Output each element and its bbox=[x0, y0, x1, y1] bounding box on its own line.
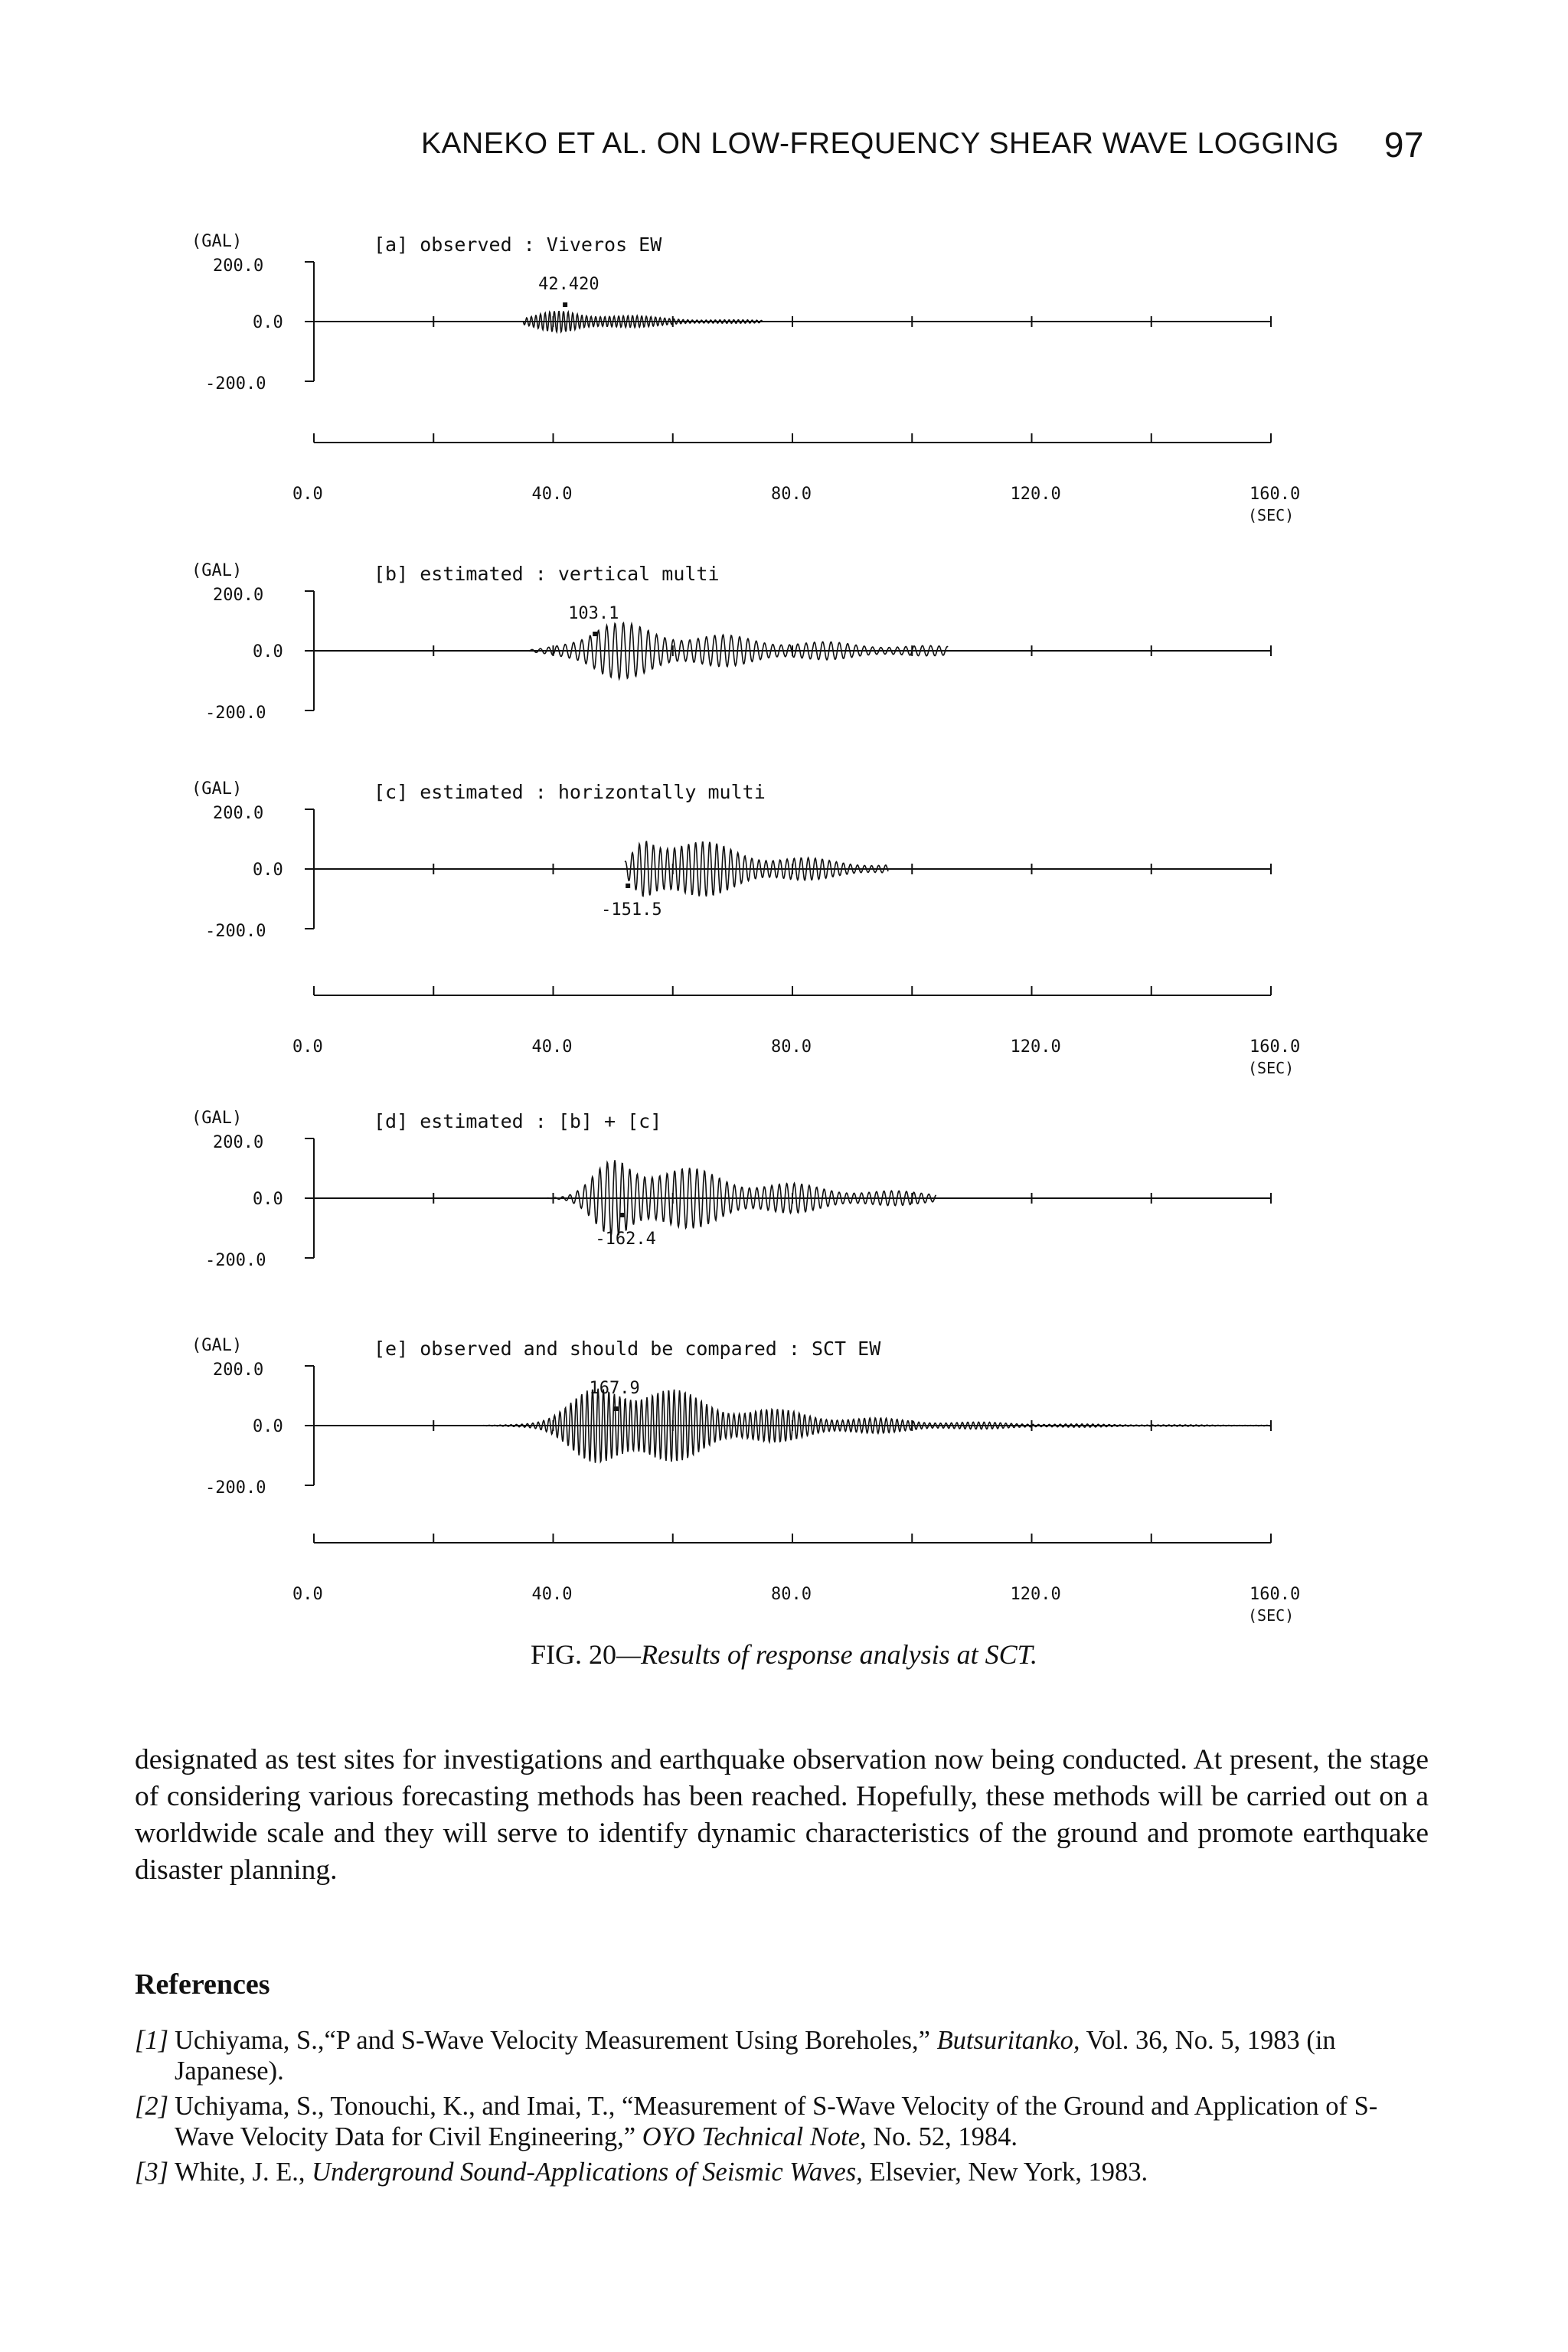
peak-value-label: -162.4 bbox=[595, 1230, 656, 1249]
y-tick-label: 200.0 bbox=[213, 586, 264, 605]
y-tick-label: -200.0 bbox=[205, 1251, 266, 1270]
time-tick-label: 160.0 bbox=[1250, 485, 1301, 504]
time-unit-label: (SEC) bbox=[1248, 1059, 1295, 1077]
peak-value-label: 167.9 bbox=[589, 1379, 640, 1398]
panel-title: [c] estimated : horizontally multi bbox=[374, 781, 766, 803]
panel-title: [b] estimated : vertical multi bbox=[374, 563, 720, 585]
time-unit-label: (SEC) bbox=[1248, 506, 1295, 524]
reference-item bbox=[135, 2091, 1436, 2152]
figure-caption bbox=[0, 1638, 1568, 1671]
reference-number: [2] bbox=[135, 2092, 169, 2121]
reference-details: No. 52, 1984. bbox=[873, 2122, 1018, 2151]
time-tick-label: 0.0 bbox=[292, 1585, 323, 1604]
reference-source: OYO Technical Note, bbox=[642, 2122, 867, 2151]
time-tick-label: 80.0 bbox=[771, 1037, 812, 1057]
figure-label: FIG. 20 bbox=[530, 1639, 616, 1670]
peak-value-label: 103.1 bbox=[568, 604, 619, 623]
running-title: KANEKO ET AL. ON LOW-FREQUENCY SHEAR WAVE LOGGING bbox=[421, 127, 1340, 160]
y-tick-label: 200.0 bbox=[213, 1133, 264, 1152]
reference-item bbox=[135, 2157, 1436, 2187]
time-tick-label: 0.0 bbox=[292, 1037, 323, 1057]
reference-list bbox=[135, 2025, 1436, 2192]
y-tick-label: -200.0 bbox=[205, 374, 266, 394]
y-tick-label: 0.0 bbox=[253, 1417, 283, 1436]
panel-title: [d] estimated : [b] + [c] bbox=[374, 1110, 662, 1132]
panel-title: [a] observed : Viveros EW bbox=[374, 234, 662, 256]
peak-value-label: 42.420 bbox=[538, 275, 599, 294]
reference-authors: Uchiyama, S., bbox=[175, 2026, 325, 2055]
reference-item bbox=[135, 2025, 1436, 2086]
time-tick-label: 120.0 bbox=[1010, 485, 1061, 504]
reference-number: [3] bbox=[135, 2158, 169, 2187]
y-unit-label: (GAL) bbox=[191, 561, 243, 580]
time-tick-label: 0.0 bbox=[292, 485, 323, 504]
time-tick-label: 160.0 bbox=[1250, 1037, 1301, 1057]
y-tick-label: 0.0 bbox=[253, 861, 283, 880]
peak-value-label: -151.5 bbox=[601, 900, 662, 920]
figure-caption-text: —Results of response analysis at SCT. bbox=[616, 1639, 1038, 1670]
y-unit-label: (GAL) bbox=[191, 232, 243, 251]
reference-details: Elsevier, New York, 1983. bbox=[869, 2158, 1148, 2187]
y-tick-label: 0.0 bbox=[253, 1190, 283, 1209]
y-unit-label: (GAL) bbox=[191, 1109, 243, 1128]
peak-marker bbox=[626, 884, 630, 888]
waveform-trace bbox=[529, 1160, 936, 1236]
reference-title: “P and S-Wave Velocity Measurement Using Boreholes,” bbox=[324, 2026, 930, 2055]
time-tick-label: 160.0 bbox=[1250, 1585, 1301, 1604]
time-unit-label: (SEC) bbox=[1248, 1606, 1295, 1625]
y-tick-label: 0.0 bbox=[253, 313, 283, 332]
time-tick-label: 120.0 bbox=[1010, 1037, 1061, 1057]
y-tick-label: -200.0 bbox=[205, 704, 266, 723]
y-tick-label: 200.0 bbox=[213, 1361, 264, 1380]
page-number: 97 bbox=[1383, 125, 1424, 165]
time-tick-label: 40.0 bbox=[531, 485, 573, 504]
reference-number: [1] bbox=[135, 2026, 169, 2055]
time-tick-label: 80.0 bbox=[771, 1585, 812, 1604]
time-tick-label: 40.0 bbox=[531, 1585, 573, 1604]
y-tick-label: -200.0 bbox=[205, 1478, 266, 1498]
y-tick-label: 0.0 bbox=[253, 642, 283, 662]
reference-authors: White, J. E., bbox=[175, 2158, 305, 2187]
reference-authors: Uchiyama, S., Tonouchi, K., and Imai, T., bbox=[175, 2092, 616, 2121]
body-paragraph: designated as test sites for investigations and earthquake observation now being conducted. At present, the stage of considering various forecasting methods has been reached. Hopefully, these methods will be carried out on a worldwide scale and they will serve to identify dynamic characteristics of the ground and promote earthquake disaster planning. bbox=[135, 1744, 1429, 1886]
reference-title: “Measurement of S-Wave Velocity of the Ground and Application of S-Wave Velocity Data for Civil Engineering,” bbox=[175, 2092, 1378, 2151]
reference-source: Underground Sound-Applications of Seismic Waves, bbox=[312, 2158, 863, 2187]
peak-marker bbox=[563, 302, 567, 307]
y-unit-label: (GAL) bbox=[191, 1336, 243, 1355]
panel-title: [e] observed and should be compared : SCT EW bbox=[374, 1338, 881, 1360]
peak-marker bbox=[619, 1213, 624, 1217]
y-tick-label: -200.0 bbox=[205, 922, 266, 941]
y-tick-label: 200.0 bbox=[213, 804, 264, 823]
time-tick-label: 40.0 bbox=[531, 1037, 573, 1057]
reference-details: Vol. 36, No. 5, 1983 (in Japanese). bbox=[175, 2026, 1336, 2086]
time-tick-label: 80.0 bbox=[771, 485, 812, 504]
y-unit-label: (GAL) bbox=[191, 779, 243, 799]
y-tick-label: 200.0 bbox=[213, 256, 264, 276]
time-tick-label: 120.0 bbox=[1010, 1585, 1061, 1604]
peak-marker bbox=[614, 1406, 619, 1411]
peak-marker bbox=[593, 632, 597, 636]
reference-source: Butsuritanko, bbox=[936, 2026, 1080, 2055]
references-heading: References bbox=[135, 1968, 270, 2001]
